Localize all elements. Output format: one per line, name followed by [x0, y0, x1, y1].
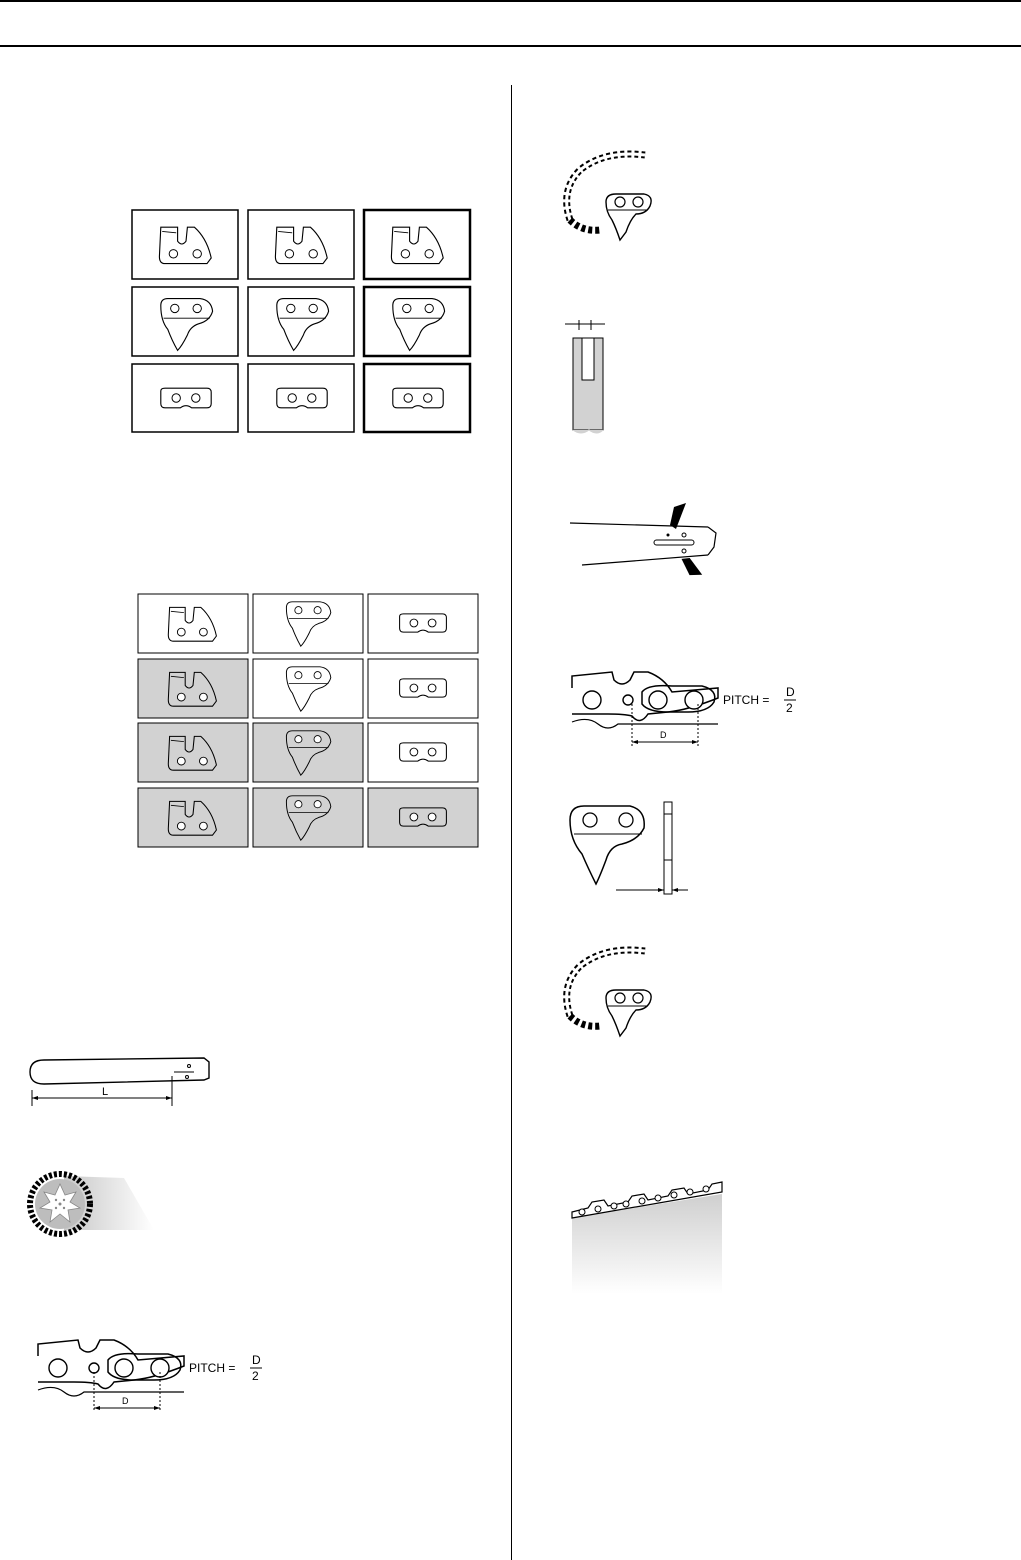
grid-cell — [132, 287, 238, 356]
pitch-left-dimension: D — [122, 1396, 129, 1406]
bar-length-label: L — [102, 1086, 109, 1098]
composition-row — [138, 594, 478, 653]
chain-composition-grid — [137, 593, 481, 849]
pitch-right-numerator: D — [786, 685, 795, 699]
bar-length-figure — [24, 1050, 224, 1110]
pitch-figure-right — [568, 662, 818, 748]
top-rule — [0, 0, 1021, 2]
grid-cell — [364, 364, 470, 432]
pitch-right-dimension: D — [660, 730, 667, 740]
grid-cell — [132, 364, 238, 432]
groove-width-figure — [565, 316, 615, 438]
composition-row — [138, 659, 478, 718]
composition-row — [138, 788, 478, 847]
grid-cell — [248, 364, 354, 432]
column-divider — [511, 85, 512, 1560]
chain-gauge-figure-top — [560, 150, 680, 250]
pitch-left-numerator: D — [252, 1353, 261, 1367]
bar-oil-holes-figure — [568, 503, 728, 583]
nose-sprocket-figure — [24, 1168, 164, 1236]
grid-cell — [132, 210, 238, 279]
grid-cell — [364, 287, 470, 356]
composition-row — [138, 723, 478, 782]
grid-cell — [364, 210, 470, 279]
pitch-right-label: PITCH = — [723, 693, 770, 707]
grid-cell — [248, 210, 354, 279]
pitch-figure-left — [34, 1330, 284, 1412]
chain-gauge-figure-bottom — [560, 946, 680, 1046]
pitch-left-denominator: 2 — [252, 1369, 259, 1383]
pitch-left-label: PITCH = — [189, 1361, 236, 1375]
pitch-right-denominator: 2 — [786, 701, 793, 715]
grid-cell — [248, 287, 354, 356]
chain-on-bar-figure — [568, 1178, 728, 1294]
drive-link-gauge-figure — [566, 800, 696, 900]
header-rule — [0, 45, 1021, 47]
chain-parts-grid — [130, 208, 475, 434]
